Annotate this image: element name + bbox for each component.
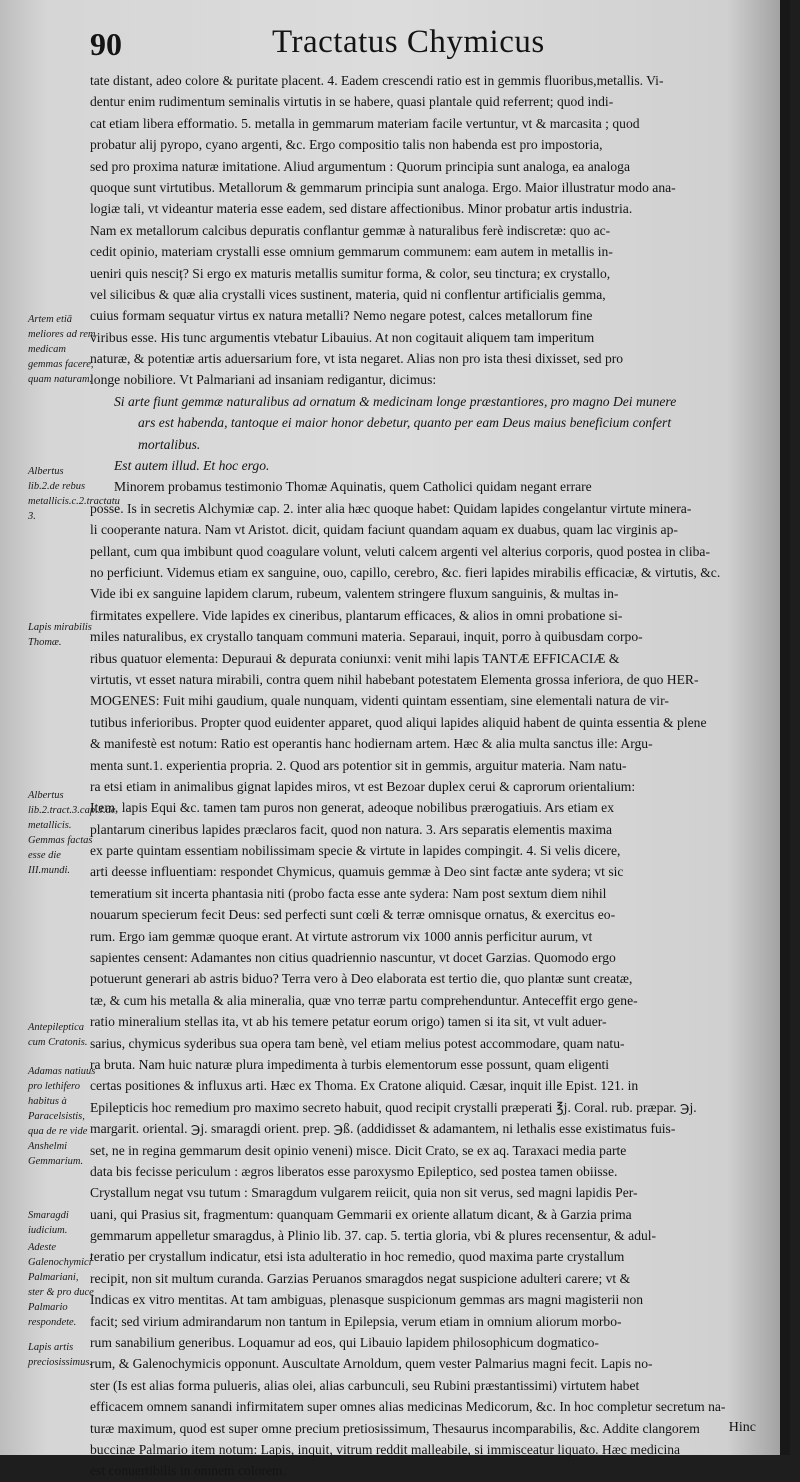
- text-line: firmitates expellere. Vide lapides ex cineribus, plantarum efficaces, & alios in omni probatione si-: [90, 607, 623, 623]
- text-line: virtutis, vt esset natura mirabili, contra quem nihil habebant potestatem Elementa grossa inferiora, de quo HER-: [90, 671, 699, 687]
- text-line: Si arte fiunt gemmæ naturalibus ad ornatum & medicinam longe præstantiores, pro magno Dei munere: [114, 393, 677, 409]
- text-line: Indicas ex vitro mentitas. At tam ambiguas, plenasque suspicionum gemmas ars magni magisterii non: [90, 1292, 644, 1308]
- text-line: facit; sed virium admirandarum non tantum in Epilepsia, verum etiam in omnium aliorum morbo-: [90, 1313, 622, 1329]
- text-line: longe nobiliore. Vt Palmariani ad insaniam redigantur, dicimus:: [90, 372, 437, 388]
- text-line: vel silicibus & quæ alia crystalli vices sustinent, materia, quid ni conflentur artificialis gemma,: [90, 286, 606, 302]
- text-line: rum, & Galenochymicis opponunt. Auscultate Arnoldum, quem vester Palmarius magni fecit. Lapis no-: [90, 1356, 653, 1372]
- text-line: logiæ tali, vt videantur materia esse eadem, sed distare affectionibus. Minor probatur artis industria.: [90, 201, 633, 217]
- text-line: potuerunt generari ab astris biduo? Terra vero à Deo elaborata est tertio die, quo plantæ sunt creatæ,: [90, 971, 633, 987]
- text-line: pellant, cum qua imbibunt quod coagulare volunt, veluti calcem argenti vel alterius corporis, quod postea in cliba-: [90, 543, 710, 559]
- text-line: Minorem probamus testimonio Thomæ Aquinatis, quem Catholici quidam negant errare: [114, 479, 592, 495]
- text-line: quoque sunt virtutibus. Metallorum & gemmarum principia sunt analoga. Ergo. Maior illustratur modo ana-: [90, 179, 676, 195]
- text-line: margarit. oriental. ℈j. smaragdi orient. prep. ℈ß. (addidisset & adamantem, ni lethalis esse existimatus fuis-: [90, 1121, 676, 1137]
- text-line: nouarum specierum fecit Deus: sed perfecti sunt cœli & terræ omnisque ornatus, & exercitus eo-: [90, 907, 616, 923]
- running-title: Tractatus Chymicus: [272, 24, 545, 60]
- text-line: posse. Is in secretis Alchymiæ cap. 2. inter alia hæc quoque habet: Quidam lapides congelantur virtute minera-: [90, 500, 692, 516]
- text-line: dentur enim rudimentum seminalis virtutis in se habere, quasi plantale quid referrent; quod indi-: [90, 94, 614, 110]
- text-line: est conuertibilis in omnem colorem.: [90, 1463, 286, 1479]
- text-line: cat etiam libera efformatio. 5. metalla in gemmarum materiam facile vertuntur, vt & marcasita ; quod: [90, 115, 640, 131]
- text-line: ratio mineralium stellas ita, vt ab his temere petatur eorum origo) tamen si ita sit, vt vult aduer-: [90, 1014, 607, 1030]
- text-line: Vide ibi ex sanguine lapidem clarum, rubeum, valentem stringere fluxum sanguinis, & multas in-: [90, 586, 619, 602]
- text-line: ster (Is est alias forma pulueris, alias olei, alias carbunculi, seu Rubini præstantissimi) virtutem habet: [90, 1377, 640, 1393]
- text-line: ueniri quis nesciț? Si ergo ex maturis metallis sumitur forma, & color, seu tinctura; ex crystallo,: [90, 265, 611, 281]
- text-line: data bis fecisse periculum : ægros liberatos esse paroxysmo Epileptico, sed postea tamen obiisse.: [90, 1163, 618, 1179]
- page-edge-shadow: [780, 0, 790, 1455]
- text-line: Epilepticis hoc remedium pro maximo secreto habuit, quod recipit crystalli præperati ℥j. Coral. rub. præpar. ℈j.: [90, 1099, 697, 1115]
- text-line: teratio per crystallum indicatur, etsi ista adulteratio in hoc remedio, quod maxima parte crystallum: [90, 1249, 625, 1265]
- text-line: recipit, non sit multum curanda. Garzias Peruanos smaragdos negat suspicione adulteri carere; vt &: [90, 1270, 631, 1286]
- text-line: cedit opinio, materiam crystalli esse omnium gemmarum communem: eam autem in metallis in-: [90, 244, 613, 260]
- text-line: li cooperante natura. Nam vt Aristot. dicit, quidam faciunt quandam aquam ex duabus, quam lac virginis ap-: [90, 522, 678, 538]
- page-number: 90: [90, 26, 122, 62]
- text-line: viribus esse. His tunc argumentis vtebatur Libauius. At non cogitauit aliquem tam imperitum: [90, 329, 595, 345]
- text-line: Crystallum negat vsu tutum : Smaragdum vulgarem reiicit, quia non sit verus, sed magni lapidis Per-: [90, 1185, 638, 1201]
- text-line: mortalibus.: [138, 436, 201, 452]
- text-line: set, ne in regina gemmarum desit opinio veneni) misce. Dicit Crato, se ex aq. Taraxaci media parte: [90, 1142, 627, 1158]
- text-line: plantarum cineribus lapides præclaros facit, quod non natura. 3. Ars separatis elementis maxima: [90, 821, 613, 837]
- text-line: naturæ, & potentiæ artis aduersarium fore, vt ista negaret. Alias non pro ista thesi dixisset, sed pro: [90, 351, 624, 367]
- margin-note: Albertus lib.2.tract.3.cap.3.de metallicis. Gemmas factas esse die III.mundi.: [28, 790, 116, 876]
- text-line: cuius formam sequatur virtus ex natura metalli? Nemo negare potest, calces metallorum fine: [90, 308, 593, 324]
- text-line: menta sunt.1. experientia propria. 2. Quod ars potentior sit in gemmis, arguitur materia. Nam natu-: [90, 757, 627, 773]
- margin-note: Antepileptica cum Cratonis.: [28, 1022, 88, 1048]
- text-line: Nam ex metallorum calcibus depuratis conflantur gemmæ à naturalibus ferè indiscretæ: quo ac-: [90, 222, 611, 238]
- text-line: ex parte quintam essentiam nobilissimam specie & virtute in lapides compingit. 4. Si velis dicere,: [90, 843, 621, 859]
- text-line: tæ, & cum his metalla & alia mineralia, quæ vno terræ partu comprehenduntur. Anteceffit ergo gene-: [90, 992, 638, 1008]
- text-line: arti deesse influentiam: respondet Chymicus, quamuis gemmæ à Deo sint factæ ante sydera; vt sic: [90, 864, 624, 880]
- body-text: [90, 70, 780, 1482]
- margin-note: Lapis artis preciosissimus.: [28, 1342, 93, 1368]
- text-line: tate distant, adeo colore & puritate placent. 4. Eadem crescendi ratio est in gemmis fluoribus,metallis. Vi-: [90, 73, 664, 88]
- text-line: temeratium sit incerta phantasia niti (probo facta esse ante sydera: Nam post sextum diem nihil: [90, 885, 607, 901]
- text-line: uani, qui Prasius sit, fragmentum: quanquam Gemmarii ex oriente allatum dicant, & à Garzia prima: [90, 1206, 632, 1222]
- text-line: efficacem omnem sanandi infirmitatem super omnes alias medicinas Medicorum, &c. In hoc completur secretum na-: [90, 1399, 726, 1415]
- text-line: gemmarum appelletur smaragdus, à Plinio lib. 37. cap. 5. tertia gloria, vbi & plures recensentur, & adul-: [90, 1228, 657, 1244]
- text-line: rum sanabilium generibus. Loquamur ad eos, qui Libauio lapidem philosophicum dogmatico-: [90, 1335, 599, 1351]
- text-line: ra bruta. Nam huic naturæ plura impedimenta à turbis elementorum esse possunt, quam eligenti: [90, 1056, 610, 1072]
- margin-note: Artem etiā meliores ad rem medicam gemmas facere, quam naturam.: [28, 314, 96, 385]
- text-line: buccinæ Palmario item notum: Lapis, inquit, vitrum reddit malleabile, si immisceatur liquato. Hæc medicina: [90, 1442, 681, 1457]
- text-line: ars est habenda, tantoque ei maior honor debetur, quanto per eam Deus maius beneficium confert: [138, 415, 672, 431]
- text-line: & manifestè est notum: Ratio est operantis hanc hodiernam artem. Hæc & alia multa sanctus ille: Argu-: [90, 736, 653, 752]
- margin-note: Lapis mirabilis Thomæ.: [28, 622, 92, 648]
- text-line: Est autem illud. Et hoc ergo.: [114, 458, 270, 474]
- text-line: sarius, chymicus syderibus sua opera tam benè, vel etiam melius potest accommodare, quam natu-: [90, 1035, 625, 1051]
- margin-note: Adeste Galenochymici Palmariani, ster & pro duce Palmario respondete.: [28, 1242, 94, 1328]
- margin-note: Smaragdi iudicium.: [28, 1210, 69, 1236]
- text-line: no perficiunt. Videmus etiam ex sanguine, ouo, capillo, cerebro, &c. fieri lapides mirabilis efficaciæ, & virtutis, &c.: [90, 564, 721, 580]
- catchword: Hinc: [728, 1420, 756, 1435]
- text-line: probatur alij pyropo, cyano argenti, &c. Ergo compositio talis non habenda est pro impostoria,: [90, 137, 603, 153]
- text-line: miles naturalibus, ex crystallo tanquam communi materia. Separaui, inquit, porro à quibusdam corpo-: [90, 629, 643, 645]
- text-line: ribus quatuor elementa: Depuraui & depurata coniunxi: venit mihi lapis TANTÆ EFFICACIÆ &: [90, 650, 620, 666]
- text-line: certas positiones & influxus arti. Hæc ex Thoma. Ex Cratone aliquid. Cæsar, inquit ille Epist. 121. in: [90, 1078, 639, 1094]
- margin-note: Adamas natiuus pro lethifero habitus à Paracelsistis, qua de re vide Anshelmi Gemmarium.: [28, 1066, 96, 1167]
- text-line: Item, lapis Equi &c. tamen tam puros non generat, adeoque nobilibus prærogatiuis. Ars etiam ex: [90, 800, 614, 816]
- text-line: tutibus inferioribus. Propter quod euidenter apparet, quod aliqui lapides aliquid habent de quinta essentia & plene: [90, 714, 707, 730]
- text-line: MOGENES: Fuit mihi gaudium, quale nunquam, videnti quintam essentiam, sine elementali natura de vir-: [90, 693, 669, 709]
- margin-note: Albertus lib.2.de rebus metallicis.c.2.tractatu 3.: [28, 466, 120, 522]
- text-line: rum. Ergo iam gemmæ quoque erant. At virtute astrorum vix 1000 annis perficitur aurum, vt: [90, 928, 593, 944]
- text-line: sapientes censent: Adamantes non citius quadriennio nascuntur, vt docet Garzias. Quomodo ergo: [90, 950, 616, 966]
- text-line: turæ maximum, quod est super omne precium pretiosissimum, Thesaurus incomparabilis, &c. Addite clangorem: [90, 1420, 700, 1436]
- page-header: [90, 20, 780, 70]
- text-line: ra etsi etiam in animalibus gignat lapides miros, vt est Bezoar duplex cerui & caprorum orientalium:: [90, 778, 636, 794]
- text-line: sed pro proxima naturæ imitatione. Aliud argumentum : Quorum principia sunt analoga, ea analoga: [90, 158, 630, 174]
